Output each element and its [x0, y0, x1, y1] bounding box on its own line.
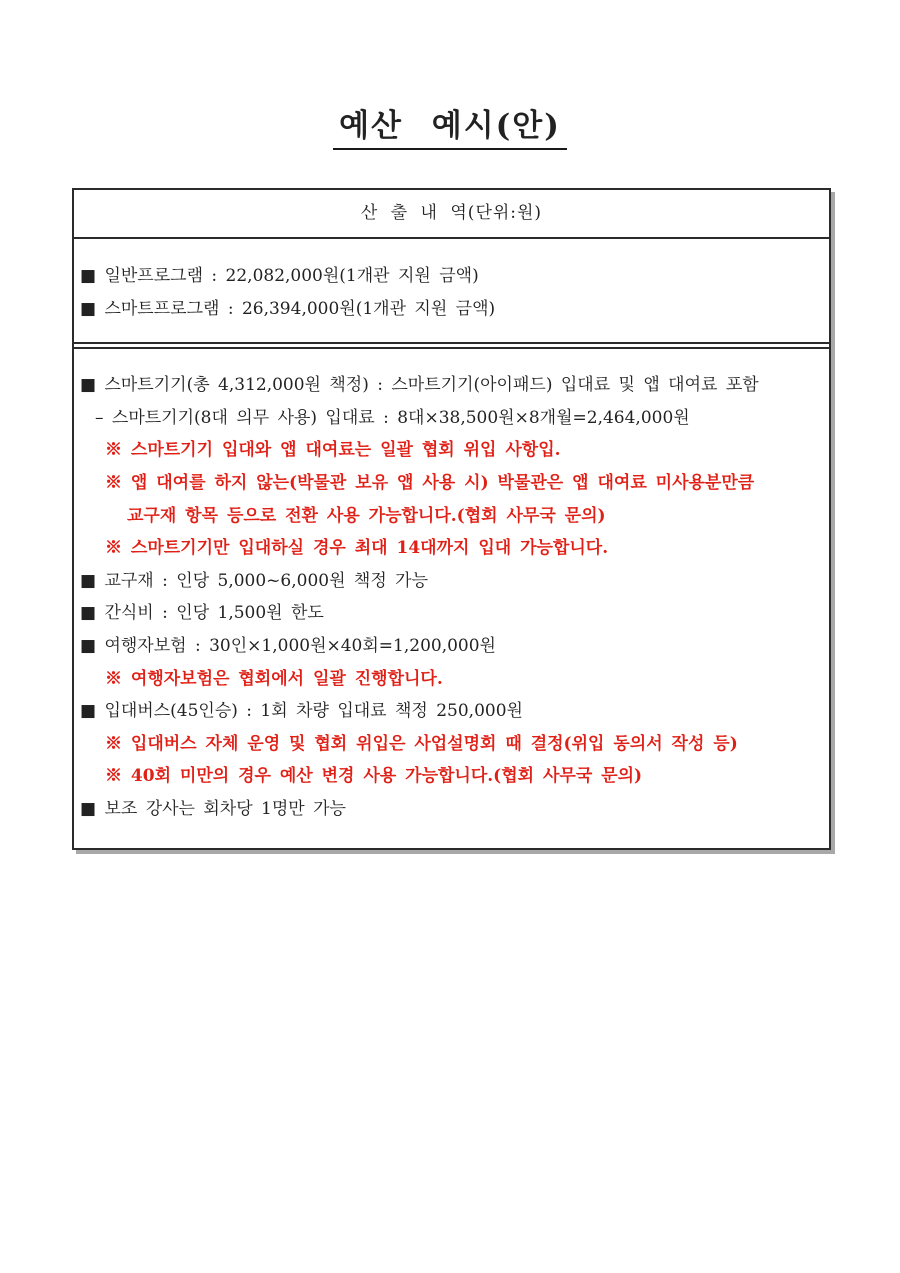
budget-line: ■ 스마트프로그램 : 26,394,000원(1개관 지원 금액)	[80, 298, 496, 319]
budget-line: ■ 간식비 : 인당 1,500원 한도	[80, 603, 324, 624]
note-line: ※ 스마트기기 입대와 앱 대여료는 일괄 협회 위입 사항입.	[105, 440, 561, 461]
budget-line: ■ 입대버스(45인승) : 1회 차량 입대료 책정 250,000원	[80, 701, 523, 722]
note-line: ※ 앱 대여를 하지 않는(박물관 보유 앱 사용 시) 박물관은 앱 대여료 미사용분만큼	[105, 472, 755, 493]
budget-line: ■ 여행자보험 : 30인×1,000원×40회=1,200,000원	[80, 635, 496, 656]
note-line: ※ 40회 미만의 경우 예산 변경 사용 가능합니다.(협회 사무국 문의)	[105, 766, 643, 787]
table-header: 산 출 내 역(단위:원)	[74, 190, 829, 239]
table-section-programs	[74, 239, 829, 344]
budget-line: ■ 보조 강사는 회차당 1명만 가능	[80, 798, 346, 819]
note-line: ※ 입대버스 자체 운영 및 협회 위입은 사업설명회 때 결정(위입 동의서 작성 등)	[105, 733, 738, 754]
budget-table	[72, 188, 831, 850]
document-title-wrap	[0, 100, 900, 150]
budget-subline: – 스마트기기(8대 의무 사용) 입대료 : 8대×38,500원×8개월=2,464,000원	[95, 407, 690, 428]
budget-line: ■ 교구재 : 인당 5,000~6,000원 책정 가능	[80, 570, 429, 591]
budget-line: ■ 스마트기기(총 4,312,000원 책정) : 스마트기기(아이패드) 입대료 및 앱 대여료 포함	[80, 375, 759, 396]
table-section-details	[74, 347, 829, 847]
note-line: ※ 스마트기기만 입대하실 경우 최대 14대까지 입대 가능합니다.	[105, 538, 609, 559]
note-continuation: 교구재 항목 등으로 전환 사용 가능합니다.(협회 사무국 문의)	[127, 505, 606, 526]
budget-line: ■ 일반프로그램 : 22,082,000원(1개관 지원 금액)	[80, 266, 479, 286]
document-title: 예산 예시(안)	[333, 100, 567, 150]
note-line: ※ 여행자보험은 협회에서 일괄 진행합니다.	[105, 668, 443, 689]
